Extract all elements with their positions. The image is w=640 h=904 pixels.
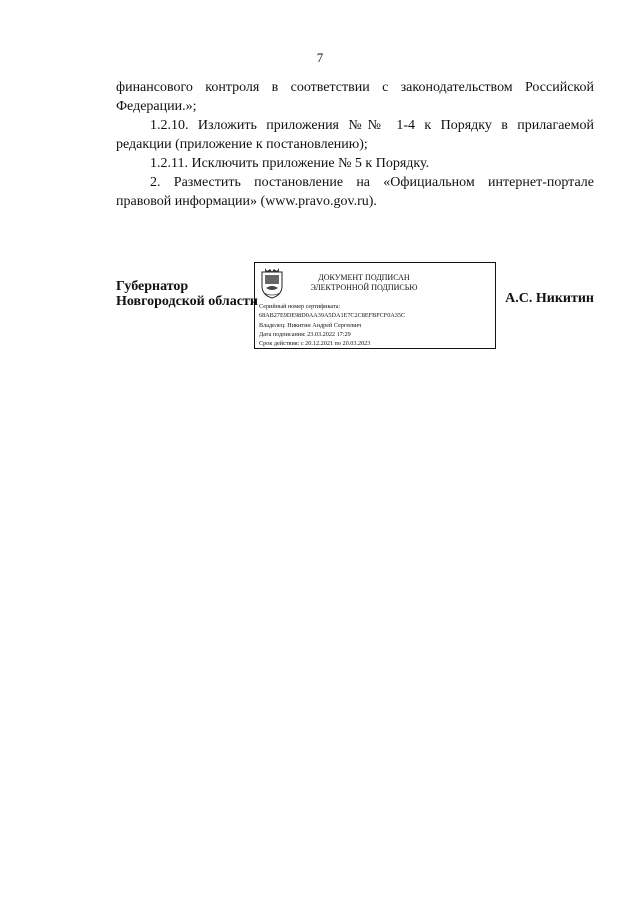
serial-number-label: Серийный номер сертификата: [259, 303, 341, 310]
paragraph-line: правовой информации» (www.pravo.gov.ru). [116, 194, 377, 209]
stamp-heading [299, 273, 429, 293]
certificate-validity: Срок действия: с 20.12.2021 по 20.03.2023 [259, 340, 371, 348]
signer-position [116, 279, 258, 309]
signing-date: Дата подписания: 23.03.2022 17:29 [259, 330, 351, 338]
paragraph-line: Федерации.»; [116, 99, 197, 114]
signer-position-line: Губернатор [116, 279, 189, 294]
document-body [116, 78, 594, 211]
signer-name: А.С. Никитин [505, 291, 594, 306]
stamp-heading-line: ДОКУМЕНТ ПОДПИСАН [318, 273, 410, 282]
stamp-header [259, 266, 491, 300]
paragraph-line: 2. Разместить постановление на «Официальном интернет-портале [150, 175, 594, 190]
coat-of-arms-icon [259, 266, 285, 300]
paragraph-line: 1.2.10. Изложить приложения №№ 1-4 к Порядку в прилагаемой [150, 118, 594, 133]
stamp-details [259, 302, 491, 348]
signer-position-line: Новгородской области [116, 294, 258, 309]
paragraph-line: редакции (приложение к постановлению); [116, 137, 368, 152]
page-number: 7 [316, 50, 324, 65]
stamp-heading-line: ЭЛЕКТРОННОЙ ПОДПИСЬЮ [310, 283, 418, 292]
paragraph-line: 1.2.11. Исключить приложение № 5 к Порядку. [150, 156, 430, 171]
serial-number-value: 68AB27E9DE98D0AA39A5DA1E7C2C8EFBFCF0A35C [259, 312, 406, 320]
electronic-signature-stamp [254, 262, 496, 349]
signature-block [116, 262, 594, 352]
certificate-owner: Владелец: Никитин Андрей Сергеевич [259, 321, 362, 329]
paragraph-line: финансового контроля в соответствии с законодательством Российской [116, 80, 594, 95]
